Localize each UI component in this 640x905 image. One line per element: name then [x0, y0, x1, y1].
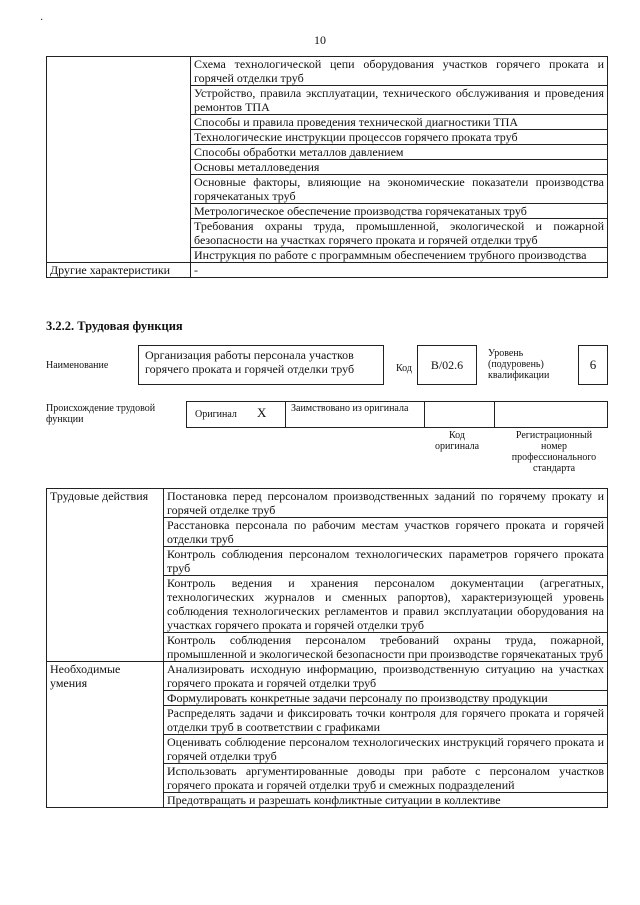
code-original-label: Код оригинала	[434, 430, 480, 452]
knowledge-item: Метрологическое обеспечение производства горячекатаных труб	[191, 204, 608, 219]
registration-label: Регистрационный номер профессионального стандарта	[511, 430, 597, 474]
borrowed-label: Заимствовано из оригинала	[291, 403, 409, 414]
required-skill-item: Предотвращать и разрешать конфликтные ситуации в коллективе	[164, 793, 608, 808]
origin-box	[186, 401, 608, 428]
function-name-box	[138, 345, 384, 385]
labor-action-item: Контроль ведения и хранения персоналом документации (агрегатных, технологических журналов и сменных рапортов), характеризующей уровень соблюдения технологических регламентов и правил эксплуатации оборудования на участках горячего проката и горячей отделки труб	[164, 576, 608, 633]
functions-table	[46, 488, 608, 808]
labor-action-item: Контроль соблюдения персоналом технологических параметров горячего проката труб	[164, 547, 608, 576]
other-characteristics-label: Другие характеристики	[47, 263, 191, 278]
name-label: Наименование	[46, 360, 109, 371]
table-row	[47, 489, 608, 518]
code-label: Код	[396, 363, 412, 374]
knowledge-table	[46, 56, 608, 278]
knowledge-item: Устройство, правила эксплуатации, технического обслуживания и проведения ремонтов ТПА	[191, 86, 608, 115]
code-value: B/02.6	[430, 358, 464, 372]
required-skill-item: Анализировать исходную информацию, производственную ситуацию на участках горячего проката и горячей отделки труб	[164, 662, 608, 691]
level-value-box	[578, 345, 608, 385]
required-skill-item: Использовать аргументированные доводы при работе с персоналом участков горячего проката и горячей отделки труб и смежных подразделений	[164, 764, 608, 793]
origin-divider-3	[494, 402, 495, 427]
code-value-box	[417, 345, 477, 385]
labor-actions-label: Трудовые действия	[47, 489, 164, 662]
knowledge-item: Основные факторы, влияющие на экономические показатели производства горячекатаных труб	[191, 175, 608, 204]
required-skill-item: Формулировать конкретные задачи персоналу по производству продукции	[164, 691, 608, 706]
knowledge-item: Инструкция по работе с программным обеспечением трубного производства	[191, 248, 608, 263]
labor-action-item: Постановка перед персоналом производственных заданий по горячему прокату и горячей отделке труб	[164, 489, 608, 518]
origin-divider	[285, 402, 286, 427]
level-value: 6	[589, 357, 597, 372]
table-row	[47, 57, 608, 86]
required-skill-item: Распределять задачи и фиксировать точки контроля для горячего проката и горячей отделки труб в соответствии с графиками	[164, 706, 608, 735]
knowledge-item: Способы и правила проведения технической диагностики ТПА	[191, 115, 608, 130]
required-skill-item: Оценивать соблюдение персоналом технологических инструкций горячего проката и горячей отделки труб	[164, 735, 608, 764]
knowledge-item: Требования охраны труда, промышленной, экологической и пожарной безопасности на участках горячего проката и горячей отделки труб	[191, 219, 608, 248]
original-mark: X	[257, 405, 267, 420]
origin-divider-2	[424, 402, 425, 427]
other-characteristics-value: -	[191, 263, 608, 278]
page-number: 10	[314, 33, 326, 47]
labor-action-item: Контроль соблюдения персоналом требований охраны труда, пожарной, промышленной и экологической безопасности при производстве горячекатаных труб	[164, 633, 608, 662]
level-label: Уровень (подуровень) квалификации	[488, 348, 550, 381]
section-title: 3.2.2. Трудовая функция	[46, 319, 183, 333]
knowledge-label-cell	[47, 57, 191, 263]
required-skills-label: Необходимые умения	[47, 662, 164, 808]
labor-action-item: Расстановка персонала по рабочим местам участков горячего проката и горячей отделки труб	[164, 518, 608, 547]
original-label: Оригинал	[195, 409, 237, 420]
knowledge-item: Способы обработки металлов давлением	[191, 145, 608, 160]
function-name: Организация работы персонала участков горячего проката и горячей отделки труб	[145, 348, 355, 376]
table-row	[47, 662, 608, 691]
knowledge-item: Схема технологической цепи оборудования участков горячего проката и горячей отделки труб	[191, 57, 608, 86]
table-row	[47, 263, 608, 278]
origin-label: Происхождение трудовой функции	[46, 403, 156, 425]
page-mark: ·	[40, 15, 44, 26]
knowledge-item: Технологические инструкции процессов горячего проката труб	[191, 130, 608, 145]
knowledge-item: Основы металловедения	[191, 160, 608, 175]
